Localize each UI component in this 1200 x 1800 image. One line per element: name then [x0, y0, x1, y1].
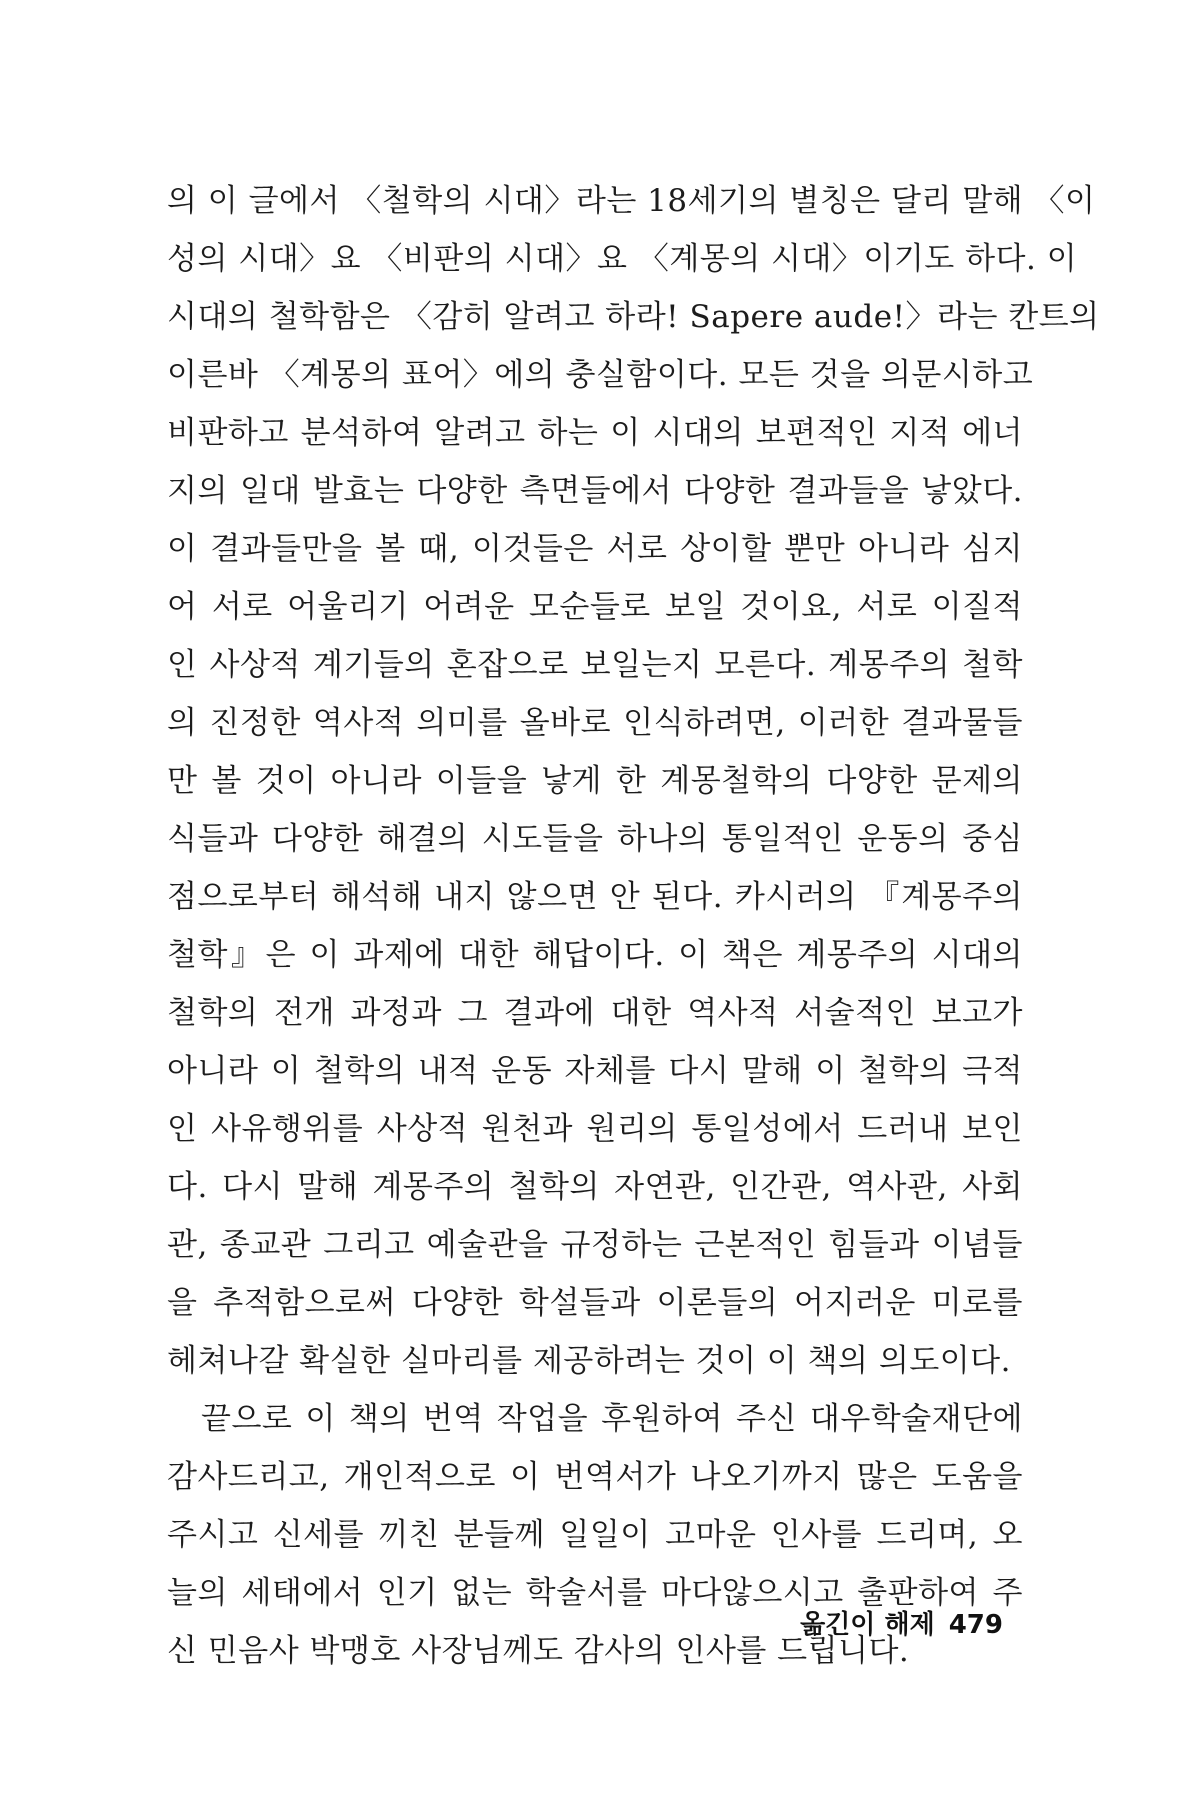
text-line: 철학』은 이 과제에 대한 해답이다. 이 책은 계몽주의 시대의 [167, 937, 1023, 973]
text-line: 식들과 다양한 해결의 시도들을 하나의 통일적인 운동의 중심 [167, 821, 1023, 857]
text-line: 관, 종교관 그리고 예술관을 규정하는 근본적인 힘들과 이념들 [167, 1227, 1023, 1263]
text-line: 의 진정한 역사적 의미를 올바로 인식하려면, 이러한 결과물들 [167, 705, 1023, 741]
text-line: 의 이 글에서 〈철학의 시대〉라는 18세기의 별칭은 달리 말해 〈이 [167, 183, 1096, 219]
page-footer [800, 1604, 1003, 1641]
text-line: 끝으로 이 책의 번역 작업을 후원하여 주신 대우학술재단에 [201, 1401, 1023, 1437]
text-line: 아니라 이 철학의 내적 운동 자체를 다시 말해 이 철학의 극적 [167, 1053, 1023, 1089]
text-line: 주시고 신세를 끼친 분들께 일일이 고마운 인사를 드리며, 오 [167, 1517, 1023, 1553]
text-line: 인 사유행위를 사상적 원천과 원리의 통일성에서 드러내 보인 [167, 1111, 1023, 1147]
text-line: 비판하고 분석하여 알려고 하는 이 시대의 보편적인 지적 에너 [167, 415, 1023, 451]
text-line: 늘의 세태에서 인기 없는 학술서를 마다않으시고 출판하여 주 [167, 1575, 1023, 1611]
text-line: 인 사상적 계기들의 혼잡으로 보일는지 모른다. 계몽주의 철학 [167, 647, 1023, 683]
text-line: 신 민음사 박맹호 사장님께도 감사의 인사를 드립니다. [167, 1633, 910, 1669]
text-line: 헤쳐나갈 확실한 실마리를 제공하려는 것이 이 책의 의도이다. [167, 1343, 1011, 1379]
text-line: 이 결과들만을 볼 때, 이것들은 서로 상이할 뿐만 아니라 심지 [167, 531, 1023, 567]
text-line: 성의 시대〉요 〈비판의 시대〉요 〈계몽의 시대〉이기도 하다. 이 [167, 241, 1078, 277]
text-line: 감사드리고, 개인적으로 이 번역서가 나오기까지 많은 도움을 [167, 1459, 1023, 1495]
running-footer-title: 옮긴이 해제 [800, 1610, 935, 1640]
text-line: 을 추적함으로써 다양한 학설들과 이론들의 어지러운 미로를 [167, 1285, 1023, 1321]
text-line: 지의 일대 발효는 다양한 측면들에서 다양한 결과들을 낳았다. [167, 473, 1023, 509]
page-number: 479 [948, 1610, 1003, 1640]
text-line: 점으로부터 해석해 내지 않으면 안 된다. 카시러의 『계몽주의 [167, 879, 1023, 915]
text-line: 이른바 〈계몽의 표어〉에의 충실함이다. 모든 것을 의문시하고 [167, 357, 1034, 393]
text-line: 만 볼 것이 아니라 이들을 낳게 한 계몽철학의 다양한 문제의 [167, 763, 1023, 799]
text-line: 시대의 철학함은 〈감히 알려고 하라! Sapere aude!〉라는 칸트의 [167, 299, 1100, 335]
text-line: 다. 다시 말해 계몽주의 철학의 자연관, 인간관, 역사관, 사회 [167, 1169, 1023, 1205]
text-line: 철학의 전개 과정과 그 결과에 대한 역사적 서술적인 보고가 [167, 995, 1023, 1031]
text-line: 어 서로 어울리기 어려운 모순들로 보일 것이요, 서로 이질적 [167, 589, 1023, 625]
body-text [167, 172, 1100, 1680]
